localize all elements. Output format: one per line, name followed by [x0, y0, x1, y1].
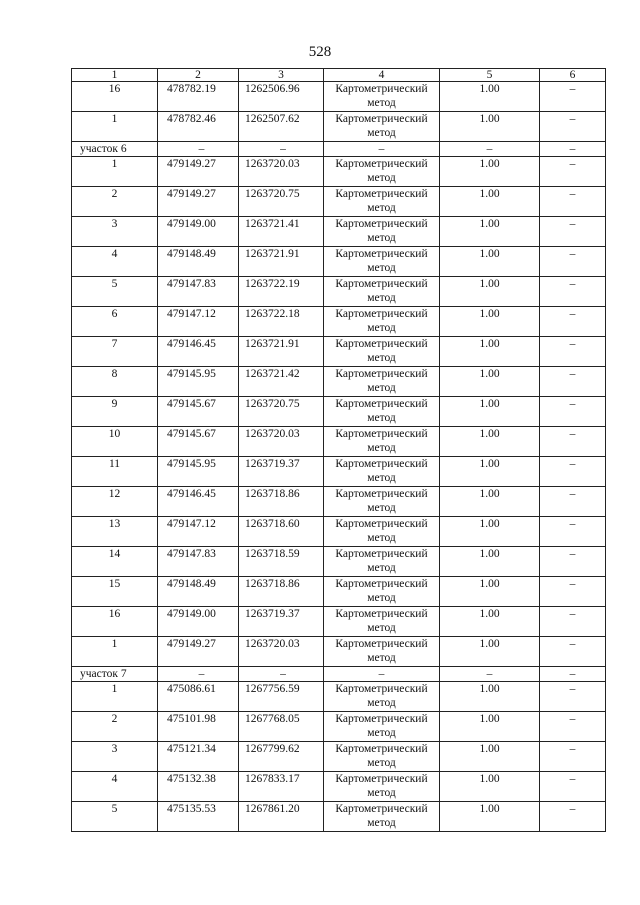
point-number-cell: 13 [72, 517, 158, 547]
table-row [72, 187, 606, 217]
x-coordinate-cell: 479148.49 [158, 247, 239, 277]
y-coordinate-cell: 1267799.62 [239, 742, 324, 772]
note-cell: – [540, 142, 606, 157]
point-number-cell: 1 [72, 112, 158, 142]
method-cell: – [324, 667, 440, 682]
y-coordinate-cell: 1267833.17 [239, 772, 324, 802]
point-number-cell: 3 [72, 217, 158, 247]
y-coordinate-cell: 1263718.59 [239, 547, 324, 577]
x-coordinate-cell: 479148.49 [158, 577, 239, 607]
table-row [72, 547, 606, 577]
method-cell: Картометрический метод [324, 607, 440, 637]
point-number-cell: 5 [72, 277, 158, 307]
note-cell: – [540, 187, 606, 217]
accuracy-cell: – [440, 667, 540, 682]
note-cell: – [540, 157, 606, 187]
note-cell: – [540, 637, 606, 667]
accuracy-cell: 1.00 [440, 802, 540, 832]
x-coordinate-cell: 479149.27 [158, 157, 239, 187]
method-cell: Картометрический метод [324, 397, 440, 427]
y-coordinate-cell: 1262506.96 [239, 82, 324, 112]
x-coordinate-cell: 479146.45 [158, 337, 239, 367]
x-coordinate-cell: 479149.27 [158, 187, 239, 217]
x-coordinate-cell: 478782.19 [158, 82, 239, 112]
table-row [72, 277, 606, 307]
method-cell: Картометрический метод [324, 82, 440, 112]
accuracy-cell: 1.00 [440, 217, 540, 247]
method-cell: Картометрический метод [324, 577, 440, 607]
accuracy-cell: 1.00 [440, 577, 540, 607]
table-header-row [72, 69, 606, 82]
method-cell: Картометрический метод [324, 637, 440, 667]
accuracy-cell: 1.00 [440, 307, 540, 337]
accuracy-cell: 1.00 [440, 772, 540, 802]
section-row [72, 142, 606, 157]
note-cell: – [540, 802, 606, 832]
note-cell: – [540, 397, 606, 427]
point-number-cell: 6 [72, 307, 158, 337]
point-number-cell: 5 [72, 802, 158, 832]
x-coordinate-cell: 478782.46 [158, 112, 239, 142]
note-cell: – [540, 82, 606, 112]
method-cell: – [324, 142, 440, 157]
method-cell: Картометрический метод [324, 712, 440, 742]
point-number-cell: 15 [72, 577, 158, 607]
point-number-cell: участок 6 [72, 142, 158, 157]
point-number-cell: 1 [72, 157, 158, 187]
y-coordinate-cell: – [239, 142, 324, 157]
point-number-cell: 8 [72, 367, 158, 397]
y-coordinate-cell: 1263721.41 [239, 217, 324, 247]
point-number-cell: 12 [72, 487, 158, 517]
note-cell: – [540, 667, 606, 682]
point-number-cell: 16 [72, 607, 158, 637]
y-coordinate-cell: 1267756.59 [239, 682, 324, 712]
accuracy-cell: 1.00 [440, 517, 540, 547]
table-row [72, 772, 606, 802]
coordinates-table [71, 68, 606, 832]
method-cell: Картометрический метод [324, 217, 440, 247]
point-number-cell: 7 [72, 337, 158, 367]
method-cell: Картометрический метод [324, 427, 440, 457]
accuracy-cell: 1.00 [440, 157, 540, 187]
note-cell: – [540, 112, 606, 142]
y-coordinate-cell: 1263721.91 [239, 247, 324, 277]
table-row [72, 367, 606, 397]
method-cell: Картометрический метод [324, 112, 440, 142]
y-coordinate-cell: 1263722.19 [239, 277, 324, 307]
x-coordinate-cell: 479149.27 [158, 637, 239, 667]
note-cell: – [540, 547, 606, 577]
table-row [72, 712, 606, 742]
x-coordinate-cell: 479145.95 [158, 457, 239, 487]
accuracy-cell: 1.00 [440, 487, 540, 517]
accuracy-cell: 1.00 [440, 187, 540, 217]
accuracy-cell: 1.00 [440, 82, 540, 112]
x-coordinate-cell: 479149.00 [158, 217, 239, 247]
x-coordinate-cell: – [158, 667, 239, 682]
header-cell: 5 [440, 69, 540, 82]
method-cell: Картометрический метод [324, 187, 440, 217]
note-cell: – [540, 607, 606, 637]
x-coordinate-cell: 479147.83 [158, 547, 239, 577]
x-coordinate-cell: 479147.83 [158, 277, 239, 307]
y-coordinate-cell: 1263720.03 [239, 637, 324, 667]
method-cell: Картометрический метод [324, 547, 440, 577]
table-row [72, 682, 606, 712]
y-coordinate-cell: 1267861.20 [239, 802, 324, 832]
table-row [72, 112, 606, 142]
note-cell: – [540, 367, 606, 397]
method-cell: Картометрический метод [324, 337, 440, 367]
note-cell: – [540, 682, 606, 712]
x-coordinate-cell: 479145.67 [158, 397, 239, 427]
note-cell: – [540, 712, 606, 742]
x-coordinate-cell: 479146.45 [158, 487, 239, 517]
y-coordinate-cell: 1263720.75 [239, 397, 324, 427]
method-cell: Картометрический метод [324, 487, 440, 517]
table-row [72, 247, 606, 277]
y-coordinate-cell: 1263718.86 [239, 577, 324, 607]
x-coordinate-cell: – [158, 142, 239, 157]
x-coordinate-cell: 479147.12 [158, 307, 239, 337]
point-number-cell: 4 [72, 772, 158, 802]
y-coordinate-cell: 1263720.03 [239, 427, 324, 457]
y-coordinate-cell: 1263718.86 [239, 487, 324, 517]
table-row [72, 457, 606, 487]
x-coordinate-cell: 475121.34 [158, 742, 239, 772]
header-cell: 1 [72, 69, 158, 82]
table-row [72, 217, 606, 247]
y-coordinate-cell: 1267768.05 [239, 712, 324, 742]
accuracy-cell: 1.00 [440, 637, 540, 667]
y-coordinate-cell: 1262507.62 [239, 112, 324, 142]
header-cell: 3 [239, 69, 324, 82]
table-row [72, 157, 606, 187]
section-row [72, 667, 606, 682]
point-number-cell: 14 [72, 547, 158, 577]
table-row [72, 607, 606, 637]
y-coordinate-cell: 1263718.60 [239, 517, 324, 547]
header-cell: 2 [158, 69, 239, 82]
page-number: 528 [308, 44, 332, 60]
note-cell: – [540, 517, 606, 547]
y-coordinate-cell: 1263722.18 [239, 307, 324, 337]
point-number-cell: 2 [72, 712, 158, 742]
accuracy-cell: 1.00 [440, 742, 540, 772]
accuracy-cell: 1.00 [440, 397, 540, 427]
point-number-cell: 9 [72, 397, 158, 427]
table-row [72, 397, 606, 427]
header-cell: 4 [324, 69, 440, 82]
note-cell: – [540, 337, 606, 367]
note-cell: – [540, 487, 606, 517]
x-coordinate-cell: 479145.67 [158, 427, 239, 457]
method-cell: Картометрический метод [324, 157, 440, 187]
method-cell: Картометрический метод [324, 802, 440, 832]
accuracy-cell: – [440, 142, 540, 157]
x-coordinate-cell: 475135.53 [158, 802, 239, 832]
accuracy-cell: 1.00 [440, 607, 540, 637]
note-cell: – [540, 577, 606, 607]
point-number-cell: 1 [72, 682, 158, 712]
note-cell: – [540, 277, 606, 307]
accuracy-cell: 1.00 [440, 112, 540, 142]
note-cell: – [540, 772, 606, 802]
point-number-cell: 1 [72, 637, 158, 667]
table-row [72, 517, 606, 547]
accuracy-cell: 1.00 [440, 277, 540, 307]
note-cell: – [540, 247, 606, 277]
x-coordinate-cell: 475101.98 [158, 712, 239, 742]
x-coordinate-cell: 479147.12 [158, 517, 239, 547]
table-row [72, 337, 606, 367]
y-coordinate-cell: 1263719.37 [239, 607, 324, 637]
x-coordinate-cell: 475132.38 [158, 772, 239, 802]
accuracy-cell: 1.00 [440, 247, 540, 277]
table-row [72, 307, 606, 337]
y-coordinate-cell: 1263721.91 [239, 337, 324, 367]
x-coordinate-cell: 479145.95 [158, 367, 239, 397]
point-number-cell: 10 [72, 427, 158, 457]
note-cell: – [540, 457, 606, 487]
y-coordinate-cell: 1263721.42 [239, 367, 324, 397]
accuracy-cell: 1.00 [440, 682, 540, 712]
table-row [72, 427, 606, 457]
point-number-cell: 16 [72, 82, 158, 112]
header-cell: 6 [540, 69, 606, 82]
point-number-cell: 3 [72, 742, 158, 772]
x-coordinate-cell: 479149.00 [158, 607, 239, 637]
method-cell: Картометрический метод [324, 307, 440, 337]
accuracy-cell: 1.00 [440, 457, 540, 487]
table-row [72, 487, 606, 517]
accuracy-cell: 1.00 [440, 712, 540, 742]
table-row [72, 802, 606, 832]
accuracy-cell: 1.00 [440, 337, 540, 367]
table-row [72, 82, 606, 112]
method-cell: Картометрический метод [324, 457, 440, 487]
method-cell: Картометрический метод [324, 517, 440, 547]
method-cell: Картометрический метод [324, 277, 440, 307]
note-cell: – [540, 217, 606, 247]
table-row [72, 577, 606, 607]
point-number-cell: 11 [72, 457, 158, 487]
accuracy-cell: 1.00 [440, 367, 540, 397]
note-cell: – [540, 427, 606, 457]
accuracy-cell: 1.00 [440, 547, 540, 577]
y-coordinate-cell: 1263719.37 [239, 457, 324, 487]
table-row [72, 637, 606, 667]
x-coordinate-cell: 475086.61 [158, 682, 239, 712]
note-cell: – [540, 307, 606, 337]
table-row [72, 742, 606, 772]
y-coordinate-cell: 1263720.03 [239, 157, 324, 187]
y-coordinate-cell: – [239, 667, 324, 682]
point-number-cell: 4 [72, 247, 158, 277]
method-cell: Картометрический метод [324, 247, 440, 277]
method-cell: Картометрический метод [324, 367, 440, 397]
method-cell: Картометрический метод [324, 682, 440, 712]
method-cell: Картометрический метод [324, 742, 440, 772]
note-cell: – [540, 742, 606, 772]
accuracy-cell: 1.00 [440, 427, 540, 457]
point-number-cell: участок 7 [72, 667, 158, 682]
y-coordinate-cell: 1263720.75 [239, 187, 324, 217]
method-cell: Картометрический метод [324, 772, 440, 802]
point-number-cell: 2 [72, 187, 158, 217]
